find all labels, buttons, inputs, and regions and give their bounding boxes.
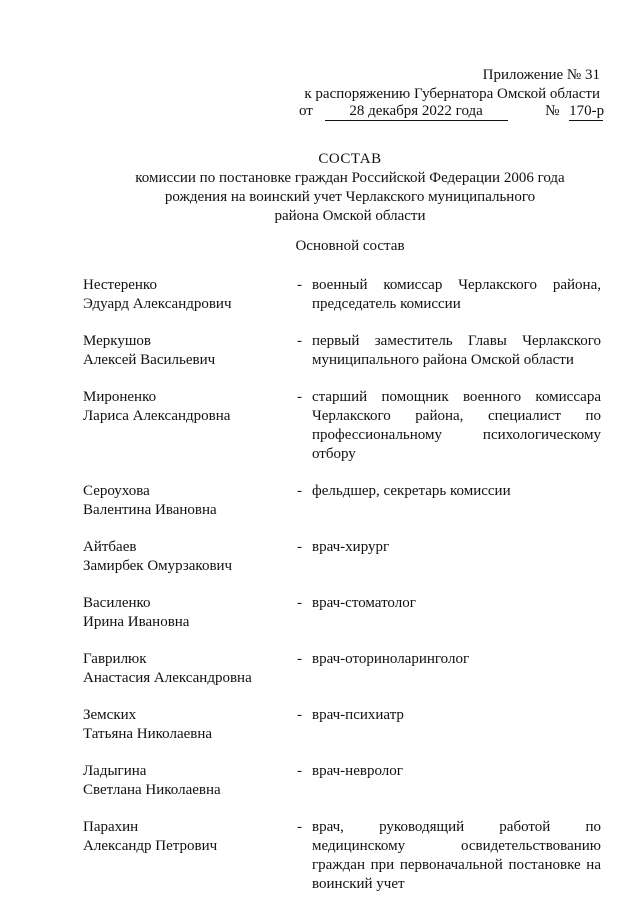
member-given-names: Анастасия Александровна: [83, 670, 252, 686]
member-row: [83, 818, 601, 894]
dash: -: [297, 483, 302, 499]
member-role: врач-стоматолог: [312, 595, 416, 611]
member-role: военный комиссар Черлакского района, председатель комиссии: [312, 277, 601, 312]
member-row: [83, 762, 601, 800]
member-surname: Парахин: [83, 819, 139, 835]
member-surname: Нестеренко: [83, 277, 157, 293]
member-name: [83, 276, 297, 314]
title-line-1: комиссии по постановке граждан Российской Федерации 2006 года: [135, 170, 565, 186]
member-role: старший помощник военного комиссара Черлакского района, специалист по профессиональному психологическому отбору: [312, 389, 601, 462]
member-given-names: Эдуард Александрович: [83, 296, 232, 312]
member-row: [83, 594, 601, 632]
member-given-names: Светлана Николаевна: [83, 782, 221, 798]
member-role: фельдшер, секретарь комиссии: [312, 483, 511, 499]
member-given-names: Алексей Васильевич: [83, 352, 216, 368]
member-name: [83, 538, 297, 576]
member-name: [83, 650, 297, 688]
title-line-2: рождения на воинский учет Черлакского муниципального: [164, 189, 536, 205]
dash: -: [297, 819, 302, 835]
member-row: [83, 482, 601, 520]
member-surname: Земских: [83, 707, 137, 723]
member-given-names: Замирбек Омурзакович: [83, 558, 233, 574]
member-surname: Василенко: [83, 595, 151, 611]
member-name: [83, 388, 297, 464]
order-date: 28 декабря 2022 года: [325, 103, 508, 121]
member-name: [83, 594, 297, 632]
member-name: [83, 482, 297, 520]
member-role: врач-психиатр: [312, 707, 404, 723]
member-role: первый заместитель Главы Черлакского муниципального района Омской области: [312, 333, 601, 368]
member-surname: Ладыгина: [83, 763, 147, 779]
appendix-header: [304, 66, 600, 104]
member-surname: Гаврилюк: [83, 651, 147, 667]
member-name: [83, 818, 297, 894]
dash: -: [297, 539, 302, 555]
member-row: [83, 276, 601, 314]
dash: -: [297, 595, 302, 611]
member-given-names: Валентина Ивановна: [83, 502, 217, 518]
member-given-names: Ирина Ивановна: [83, 614, 190, 630]
order-number: 170-р: [569, 103, 605, 119]
title-line-3: района Омской области: [274, 208, 426, 224]
member-surname: Сероухова: [83, 483, 150, 499]
member-name: [83, 706, 297, 744]
member-row: [83, 388, 601, 464]
members-list: [83, 276, 601, 912]
dash: -: [297, 651, 302, 667]
document-title: [60, 150, 640, 226]
member-given-names: Татьяна Николаевна: [83, 726, 213, 742]
member-row: [83, 650, 601, 688]
member-row: [83, 332, 601, 370]
member-given-names: Александр Петрович: [83, 838, 218, 854]
member-role: врач-оториноларинголог: [312, 651, 470, 667]
dash: -: [297, 389, 302, 405]
number-label: №: [545, 103, 560, 119]
dash: -: [297, 707, 302, 723]
section-subtitle: Основной состав: [295, 238, 405, 254]
title-heading: СОСТАВ: [318, 151, 382, 167]
member-role: врач, руководящий работой по медицинскому освидетельствованию граждан при первоначальной постановке на воинский учет: [312, 819, 601, 892]
member-surname: Меркушов: [83, 333, 152, 349]
order-date-line: [299, 102, 603, 121]
dash: -: [297, 277, 302, 293]
appendix-order-ref: к распоряжению Губернатора Омской области: [304, 86, 600, 102]
member-row: [83, 706, 601, 744]
member-name: [83, 762, 297, 800]
from-label: от: [299, 103, 313, 119]
member-row: [83, 538, 601, 576]
appendix-number: Приложение № 31: [482, 67, 600, 83]
member-surname: Айтбаев: [83, 539, 137, 555]
dash: -: [297, 333, 302, 349]
member-given-names: Лариса Александровна: [83, 408, 231, 424]
member-role: врач-невролог: [312, 763, 403, 779]
member-name: [83, 332, 297, 370]
member-role: врач-хирург: [312, 539, 390, 555]
member-surname: Мироненко: [83, 389, 157, 405]
dash: -: [297, 763, 302, 779]
